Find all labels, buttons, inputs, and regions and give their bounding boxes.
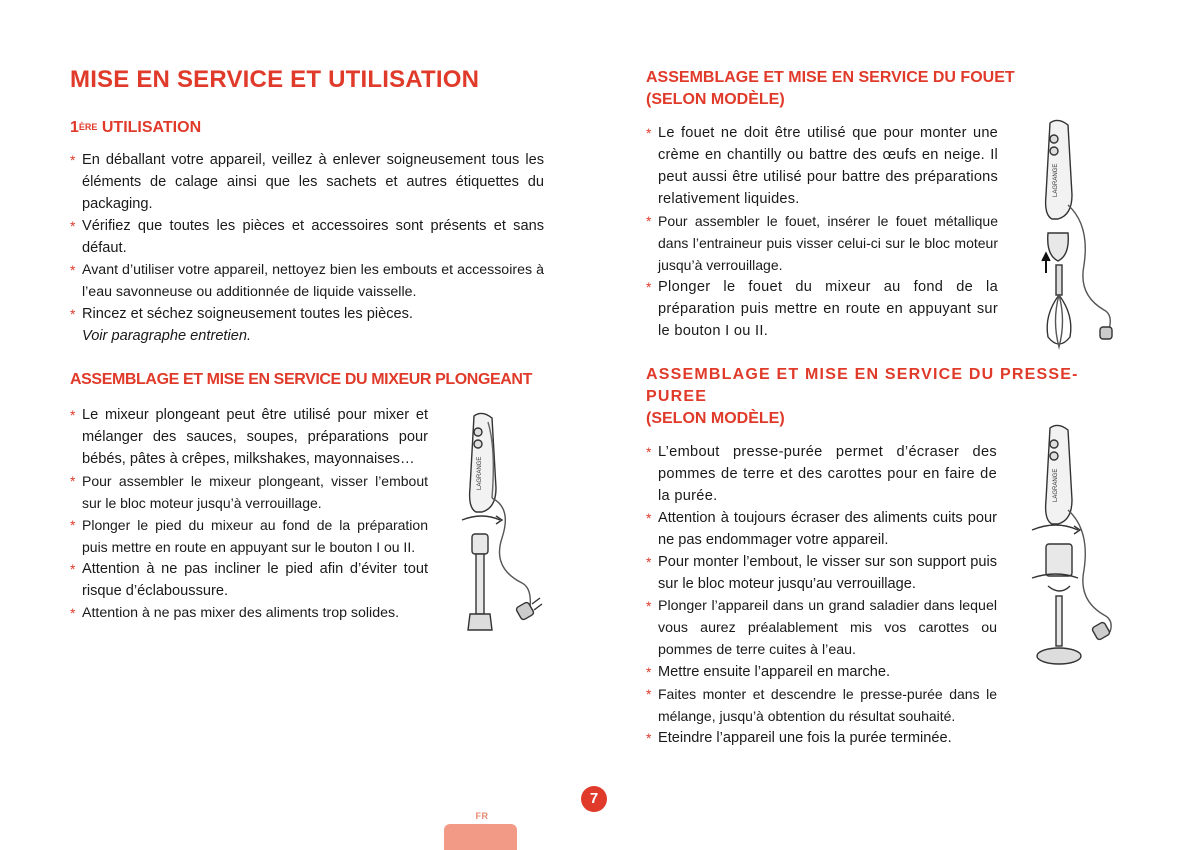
mixer-illustration — [452, 408, 552, 640]
asterisk-icon: * — [646, 598, 652, 614]
list-item: * Le fouet ne doit être utilisé que pour monter une crème en chantilly ou battre des œufs en neige. Il peut aussi être utilisé pour battre des préparations relativement liquides. — [646, 122, 998, 210]
list-item: * Avant d’utiliser votre appareil, nettoyez bien les embouts et accessoires à l’eau savonneuse ou additionnée de liquide vaisselle. — [70, 259, 544, 303]
asterisk-icon: * — [646, 444, 652, 460]
whisk-list — [646, 122, 998, 342]
list-item: * Plonger l’appareil dans un grand saladier dans lequel vous aurez préalablement mis vos carottes ou pommes de terre cuites à l’eau. — [646, 595, 997, 661]
section-title-whisk: ASSEMBLAGE ET MISE EN SERVICE DU FOUET (SELON MODÈLE) — [646, 69, 1015, 108]
list-item: * Attention à toujours écraser des aliments cuits pour ne pas endommager votre appareil. — [646, 507, 997, 551]
asterisk-icon: * — [646, 686, 652, 702]
brand-logo: LAGRANGE — [477, 456, 483, 490]
asterisk-icon: * — [70, 473, 76, 489]
list-item: * Mettre ensuite l’appareil en marche. — [646, 661, 997, 683]
asterisk-icon: * — [646, 213, 652, 229]
list-item: * L’embout presse-purée permet d’écraser des pommes de terre et des carottes pour en faire de la purée. — [646, 441, 997, 507]
asterisk-icon: * — [70, 561, 76, 577]
masher-illustration — [1026, 420, 1126, 680]
asterisk-icon: * — [70, 517, 76, 533]
section-first-use — [70, 117, 544, 347]
list-item: * Pour assembler le fouet, insérer le fouet métallique dans l’entraineur puis visser celui-ci sur le bloc moteur jusqu’à verrouillage. — [646, 210, 998, 276]
language-tab — [444, 824, 517, 850]
brand-logo: LAGRANGE — [1053, 163, 1059, 197]
list-item: * Eteindre l’appareil une fois la purée terminée. — [646, 727, 997, 749]
section-title-mixer: ASSEMBLAGE ET MISE EN SERVICE DU MIXEUR PLONGEANT — [70, 371, 532, 388]
first-use-list — [70, 149, 544, 325]
list-item: * Pour monter l’embout, le visser sur son support puis sur le bloc moteur jusqu’au verrouillage. — [646, 551, 997, 595]
whisk-illustration — [1034, 115, 1124, 355]
list-item: * Vérifiez que toutes les pièces et accessoires sont présents et sans défaut. — [70, 215, 544, 259]
asterisk-icon: * — [70, 605, 76, 621]
page-title: MISE EN SERVICE ET UTILISATION — [70, 66, 480, 93]
asterisk-icon: * — [646, 730, 652, 746]
masher-list — [646, 441, 997, 749]
asterisk-icon: * — [70, 152, 76, 168]
mixer-list — [70, 404, 428, 624]
asterisk-icon: * — [70, 218, 76, 234]
asterisk-icon: * — [646, 510, 652, 526]
section-title-first-use: 1ÈRE UTILISATION — [70, 119, 202, 136]
asterisk-icon: * — [646, 664, 652, 680]
list-item: * Attention à ne pas incliner le pied afin d’éviter tout risque d’éclaboussure. — [70, 558, 428, 602]
asterisk-icon: * — [70, 407, 76, 423]
asterisk-icon: * — [70, 262, 76, 278]
list-item: * En déballant votre appareil, veillez à enlever soigneusement tous les éléments de calage ainsi que les sachets et autres étiquettes du packaging. — [70, 149, 544, 215]
brand-logo: LAGRANGE — [1053, 468, 1059, 502]
asterisk-icon: * — [646, 554, 652, 570]
list-item: * Plonger le fouet du mixeur au fond de la préparation puis mettre en route en appuyant sur le bouton I ou II. — [646, 276, 998, 342]
list-item: * Attention à ne pas mixer des aliments trop solides. — [70, 602, 428, 624]
asterisk-icon: * — [646, 125, 652, 141]
list-item: * Plonger le pied du mixeur au fond de la préparation puis mettre en route en appuyant sur le bouton I ou II. — [70, 514, 428, 558]
list-item: * Le mixeur plongeant peut être utilisé pour mixer et mélanger des sauces, soupes, préparations pour bébés, pâtes à crêpes, milkshakes, mayonnaises… — [70, 404, 428, 470]
page-number: 7 — [581, 786, 607, 812]
language-label: FR — [475, 811, 489, 821]
section-title-masher: ASSEMBLAGE ET MISE EN SERVICE DU PRESSE-PUREE (SELON MODÈLE) — [646, 366, 1079, 427]
list-item: * Rincez et séchez soigneusement toutes les pièces. — [70, 303, 544, 325]
list-item: * Faites monter et descendre le presse-purée dans le mélange, jusqu’à obtention du résultat souhaité. — [646, 683, 997, 727]
list-item: * Pour assembler le mixeur plongeant, visser l’embout sur le bloc moteur jusqu’à verrouillage. — [70, 470, 428, 514]
note-entretien: Voir paragraphe entretien. — [82, 328, 252, 344]
asterisk-icon: * — [70, 306, 76, 322]
asterisk-icon: * — [646, 279, 652, 295]
